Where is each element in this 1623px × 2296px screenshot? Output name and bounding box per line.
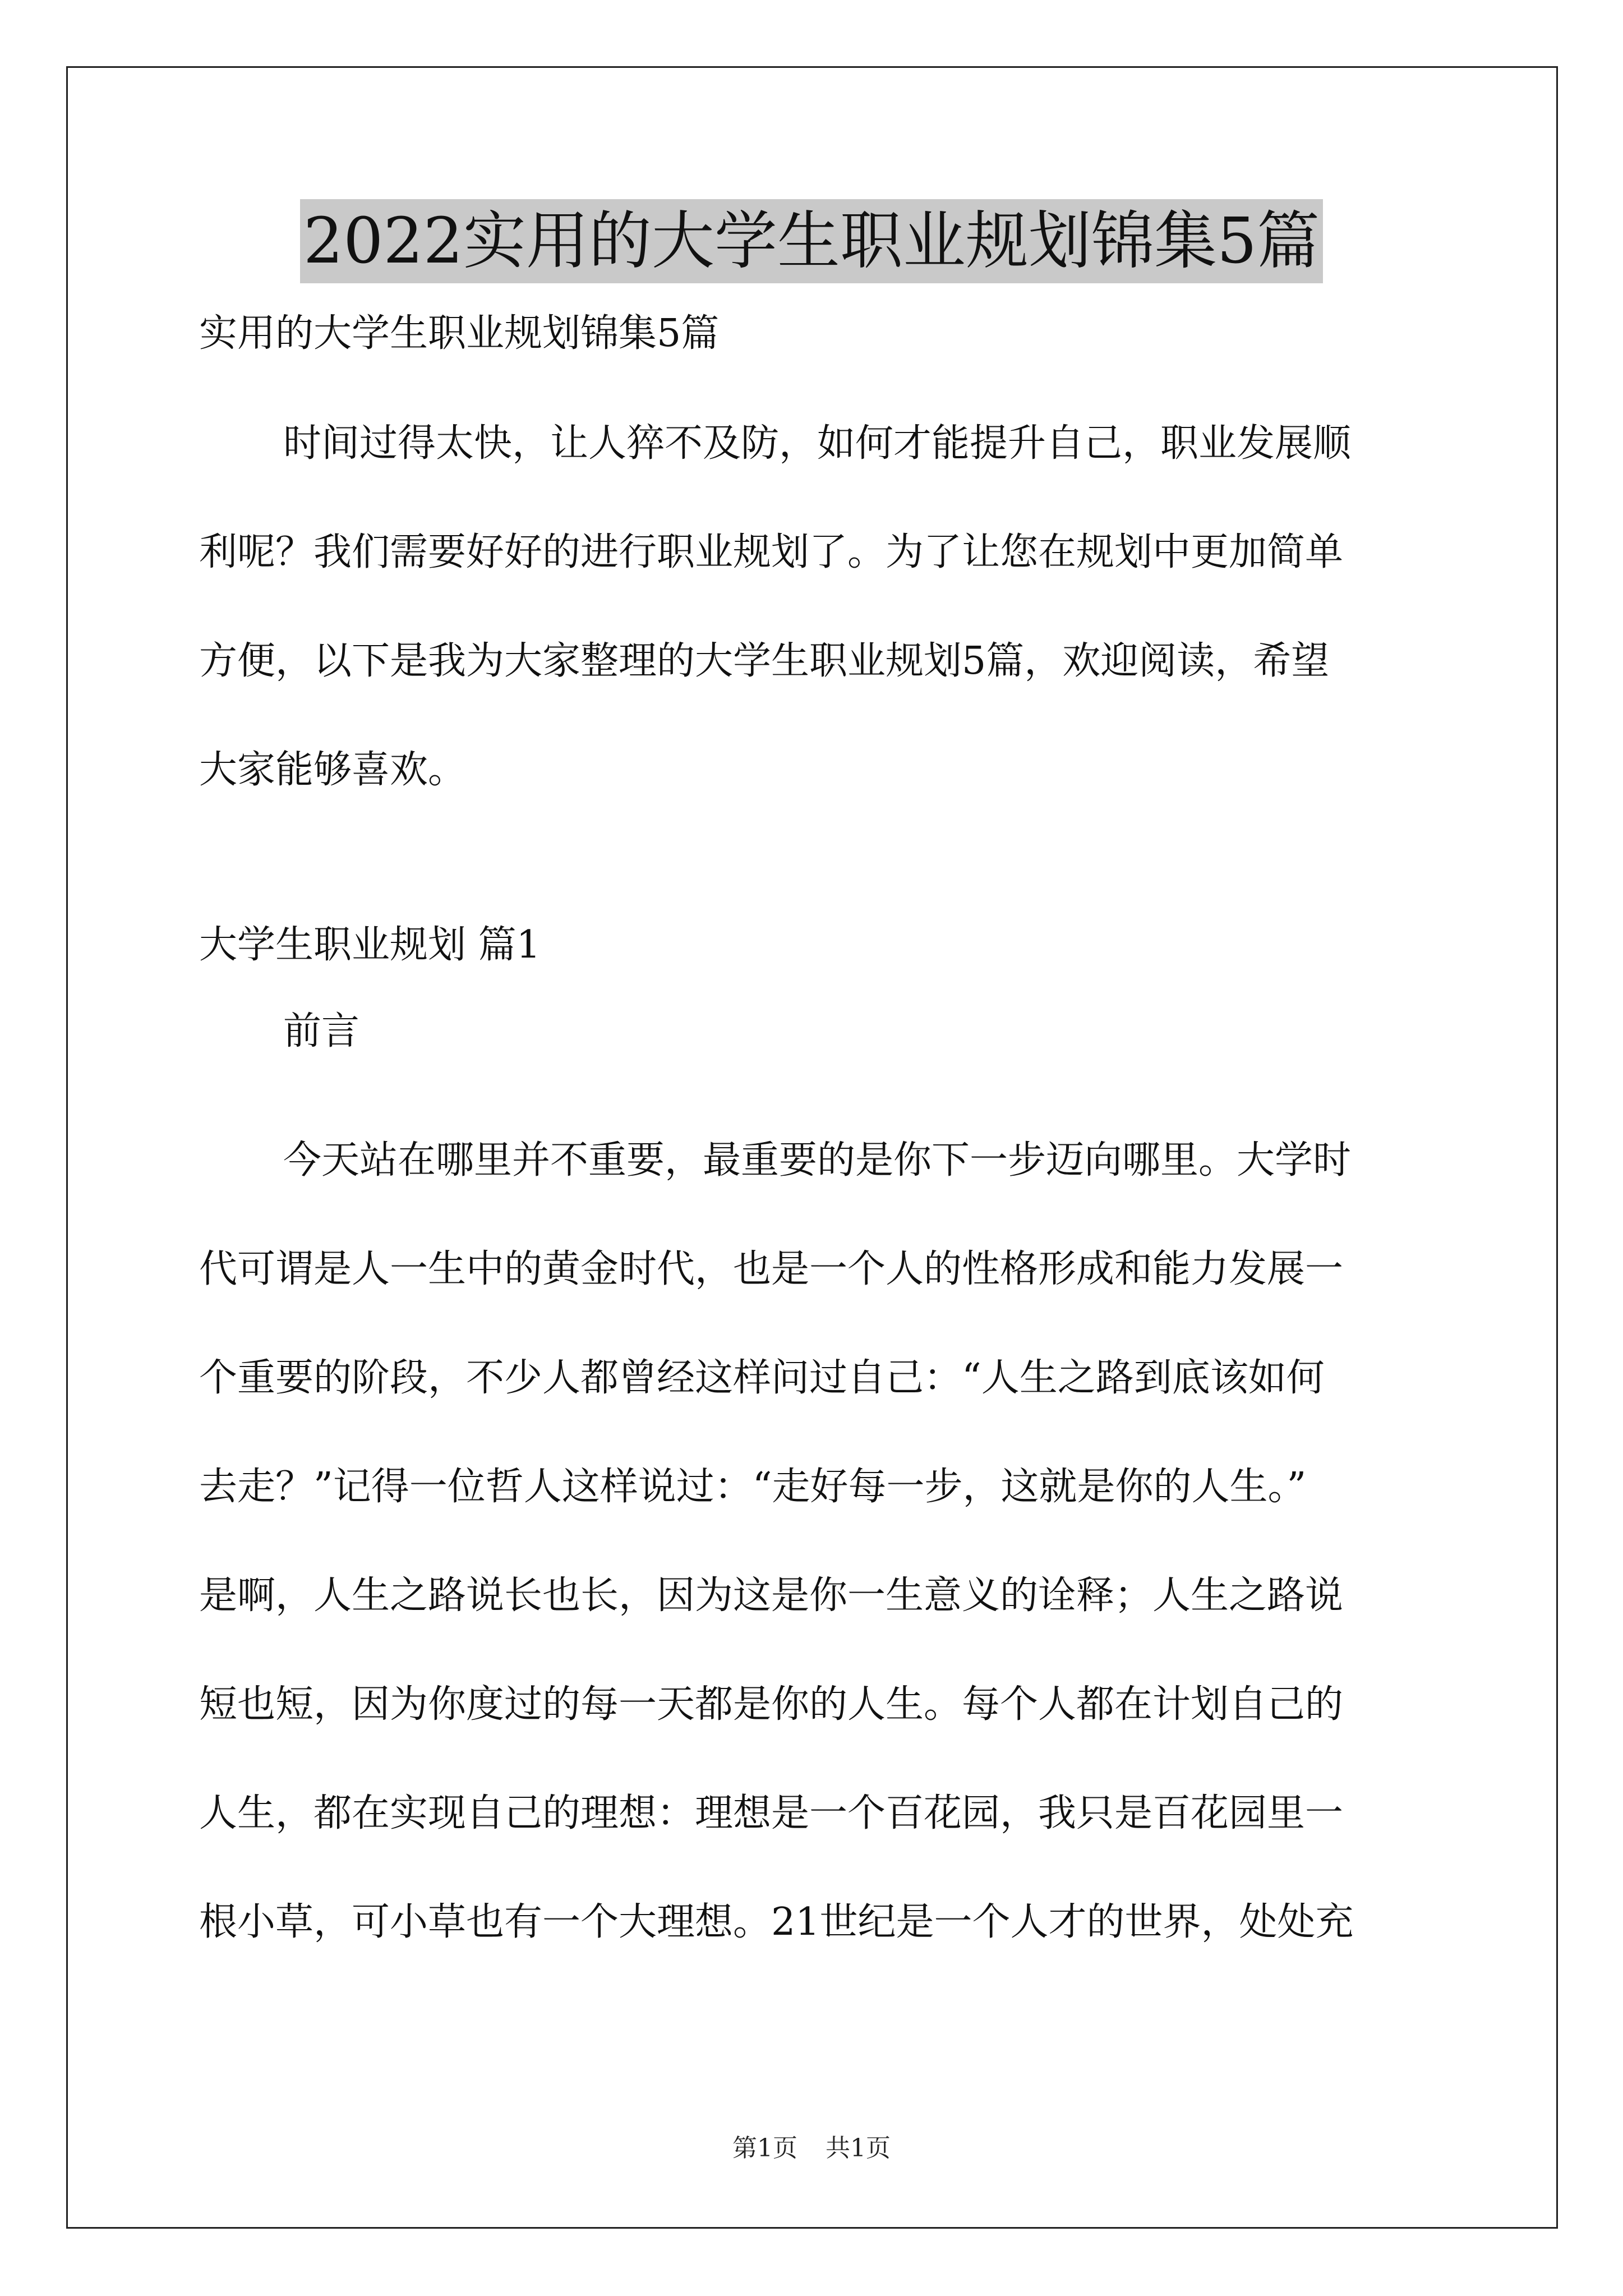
body-line: 今天站在哪里并不重要，最重要的是你下一步迈向哪里。大学时 [283, 1138, 1352, 1182]
preface-label: 前言 [283, 1009, 360, 1053]
title-container [0, 199, 1623, 283]
document-subtitle: 实用的大学生职业规划锦集5篇 [199, 311, 720, 356]
document-title: 2022实用的大学生职业规划锦集5篇 [300, 199, 1323, 283]
intro-paragraph [199, 389, 1433, 825]
intro-line: 方便，以下是我为大家整理的大学生职业规划5篇，欢迎阅读，希望 [199, 639, 1330, 683]
document-body [199, 303, 1433, 1977]
body-line: 人生，都在实现自己的理想：理想是一个百花园，我只是百花园里一 [199, 1791, 1344, 1835]
intro-line: 利呢？我们需要好好的进行职业规划了。为了让您在规划中更加简单 [199, 530, 1344, 574]
body-paragraph [199, 1106, 1433, 1977]
body-line: 个重要的阶段，不少人都曾经这样问过自己：“人生之路到底该如何 [199, 1356, 1325, 1400]
body-line: 根小草，可小草也有一个大理想。21世纪是一个人才的世界，处处充 [199, 1900, 1354, 1944]
page-number: 第1页 [732, 2134, 797, 2162]
page-footer [0, 2132, 1623, 2165]
body-line: 是啊，人生之路说长也长，因为这是你一生意义的诠释；人生之路说 [199, 1573, 1344, 1618]
intro-line: 时间过得太快，让人猝不及防，如何才能提升自己，职业发展顺 [283, 421, 1352, 466]
page-total: 共1页 [826, 2134, 891, 2162]
section-heading: 大学生职业规划 篇1 [199, 923, 541, 967]
body-line: 代可谓是人一生中的黄金时代，也是一个人的性格形成和能力发展一 [199, 1247, 1344, 1291]
body-line: 短也短，因为你度过的每一天都是你的人生。每个人都在计划自己的 [199, 1682, 1344, 1727]
intro-line: 大家能够喜欢。 [199, 748, 467, 792]
body-line: 去走？”记得一位哲人这样说过：“走好每一步，这就是你的人生。” [199, 1465, 1307, 1509]
